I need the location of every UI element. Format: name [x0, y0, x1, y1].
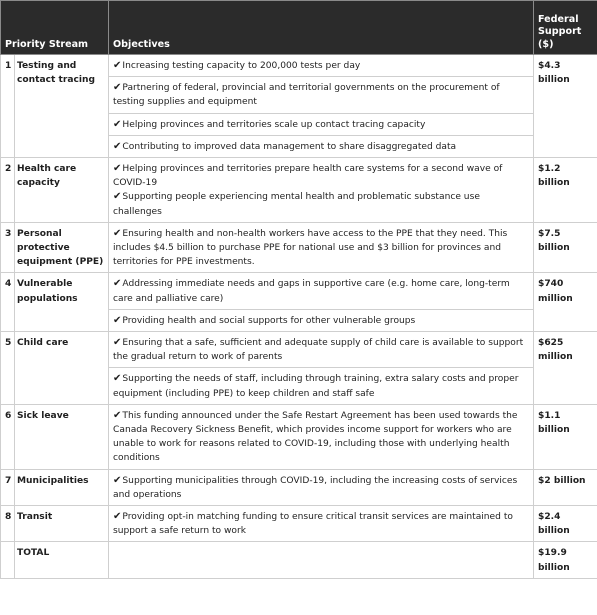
- objective-cell: [109, 404, 534, 469]
- federal-support-cell: $2 billion: [534, 469, 597, 505]
- priority-stream-cell: Personal protective equipment (PPE): [15, 222, 109, 273]
- row-number: 3: [1, 222, 15, 273]
- row-number: 8: [1, 506, 15, 542]
- check-mark-icon: ✔: [113, 337, 122, 349]
- objective-text: Addressing immediate needs and gaps in supportive care (e.g. home care, long-term care and palliative care): [113, 279, 510, 304]
- check-mark-icon: ✔: [113, 373, 122, 385]
- objective-text: Contributing to improved data management to share disaggregated data: [122, 141, 457, 152]
- header-federal-support: Federal Support ($): [534, 1, 597, 55]
- table-row: [1, 55, 597, 77]
- federal-support-cell: $740 million: [534, 273, 597, 332]
- check-mark-icon: ✔: [113, 227, 122, 239]
- row-number: 1: [1, 55, 15, 158]
- table-row: [1, 506, 597, 542]
- check-mark-icon: ✔: [113, 278, 122, 290]
- objective-text: Partnering of federal, provincial and territorial governments on the procurement of testing supplies and equipment: [113, 83, 500, 108]
- table-header-row: [1, 1, 597, 55]
- objective-cell: [109, 368, 534, 404]
- priority-stream-cell: Vulnerable populations: [15, 273, 109, 332]
- total-row: [1, 542, 597, 578]
- objective-text: Providing health and social supports for other vulnerable groups: [122, 315, 416, 326]
- total-support: $19.9 billion: [534, 542, 597, 578]
- header-priority-stream: Priority Stream: [1, 1, 109, 55]
- row-number: 5: [1, 332, 15, 405]
- check-mark-icon: ✔: [113, 409, 122, 421]
- objective-cell: [109, 77, 534, 113]
- check-mark-icon: ✔: [113, 60, 122, 71]
- check-mark-icon: ✔: [113, 118, 122, 130]
- priority-stream-cell: Sick leave: [15, 404, 109, 469]
- table-row: [1, 332, 597, 368]
- objective-text: Providing opt-in matching funding to ensure critical transit services are maintained to support a safe return to work: [113, 512, 513, 537]
- priority-stream-cell: Municipalities: [15, 469, 109, 505]
- row-number: 4: [1, 273, 15, 332]
- table-row: [1, 273, 597, 309]
- federal-support-cell: $625 million: [534, 332, 597, 405]
- objective-text: Supporting people experiencing mental health and problematic substance use challenges: [113, 192, 480, 217]
- federal-support-cell: $2.4 billion: [534, 506, 597, 542]
- check-mark-icon: ✔: [113, 191, 122, 203]
- total-label: TOTAL: [15, 542, 109, 578]
- check-mark-icon: ✔: [113, 314, 122, 326]
- check-mark-icon: ✔: [113, 140, 122, 152]
- objective-cell: [109, 55, 534, 77]
- objective-text: Increasing testing capacity to 200,000 tests per day: [122, 61, 361, 71]
- table-row: [1, 158, 597, 223]
- row-number: 7: [1, 469, 15, 505]
- objective-text: Ensuring that a safe, sufficient and adequate supply of child care is available to support the gradual return to work of parents: [113, 338, 524, 363]
- objective-cell: [109, 332, 534, 368]
- check-mark-icon: ✔: [113, 82, 122, 94]
- check-mark-icon: ✔: [113, 511, 122, 523]
- objective-cell: [109, 135, 534, 157]
- objective-text: Supporting the needs of staff, including through training, extra salary costs and proper equipment (including PPE) to keep children and staff safe: [113, 374, 519, 399]
- objective-cell: [109, 273, 534, 309]
- row-number: 6: [1, 404, 15, 469]
- priority-stream-cell: Child care: [15, 332, 109, 405]
- objective-text: Supporting municipalities through COVID-19, including the increasing costs of services and operations: [113, 475, 518, 500]
- objective-text: Ensuring health and non-health workers have access to the PPE that they need. This includes $4.5 billion to purchase PPE for national use and $3 billion for provinces and territories for PPE investments.: [113, 228, 508, 268]
- header-objectives: Objectives: [109, 1, 534, 55]
- objective-text: Helping provinces and territories scale up contact tracing capacity: [122, 119, 426, 130]
- total-objectives-cell: [109, 542, 534, 578]
- check-mark-icon: ✔: [113, 163, 122, 175]
- federal-support-cell: $4.3 billion: [534, 55, 597, 158]
- total-number-cell: [1, 542, 15, 578]
- federal-support-cell: $1.2 billion: [534, 158, 597, 223]
- federal-support-cell: $1.1 billion: [534, 404, 597, 469]
- table-row: [1, 404, 597, 469]
- federal-support-cell: $7.5 billion: [534, 222, 597, 273]
- table-row: [1, 222, 597, 273]
- objective-item: [113, 190, 527, 218]
- objective-item: [113, 162, 527, 190]
- table-row: [1, 469, 597, 505]
- objective-cell: [109, 309, 534, 331]
- priority-stream-cell: Transit: [15, 506, 109, 542]
- objective-text: This funding announced under the Safe Restart Agreement has been used towards the Canada Recovery Sickness Benefit, which provides income support for workers who are unable to work for reasons related to COVID-19, including those with underlying health conditions: [113, 410, 518, 464]
- objective-cell: [109, 158, 534, 223]
- objective-text: Helping provinces and territories prepare health care systems for a second wave of COVID-19: [113, 164, 503, 189]
- objective-cell: [109, 222, 534, 273]
- priority-stream-cell: Testing and contact tracing: [15, 55, 109, 158]
- objective-cell: [109, 113, 534, 135]
- row-number: 2: [1, 158, 15, 223]
- check-mark-icon: ✔: [113, 474, 122, 486]
- objective-cell: [109, 469, 534, 505]
- priority-stream-cell: Health care capacity: [15, 158, 109, 223]
- objective-cell: [109, 506, 534, 542]
